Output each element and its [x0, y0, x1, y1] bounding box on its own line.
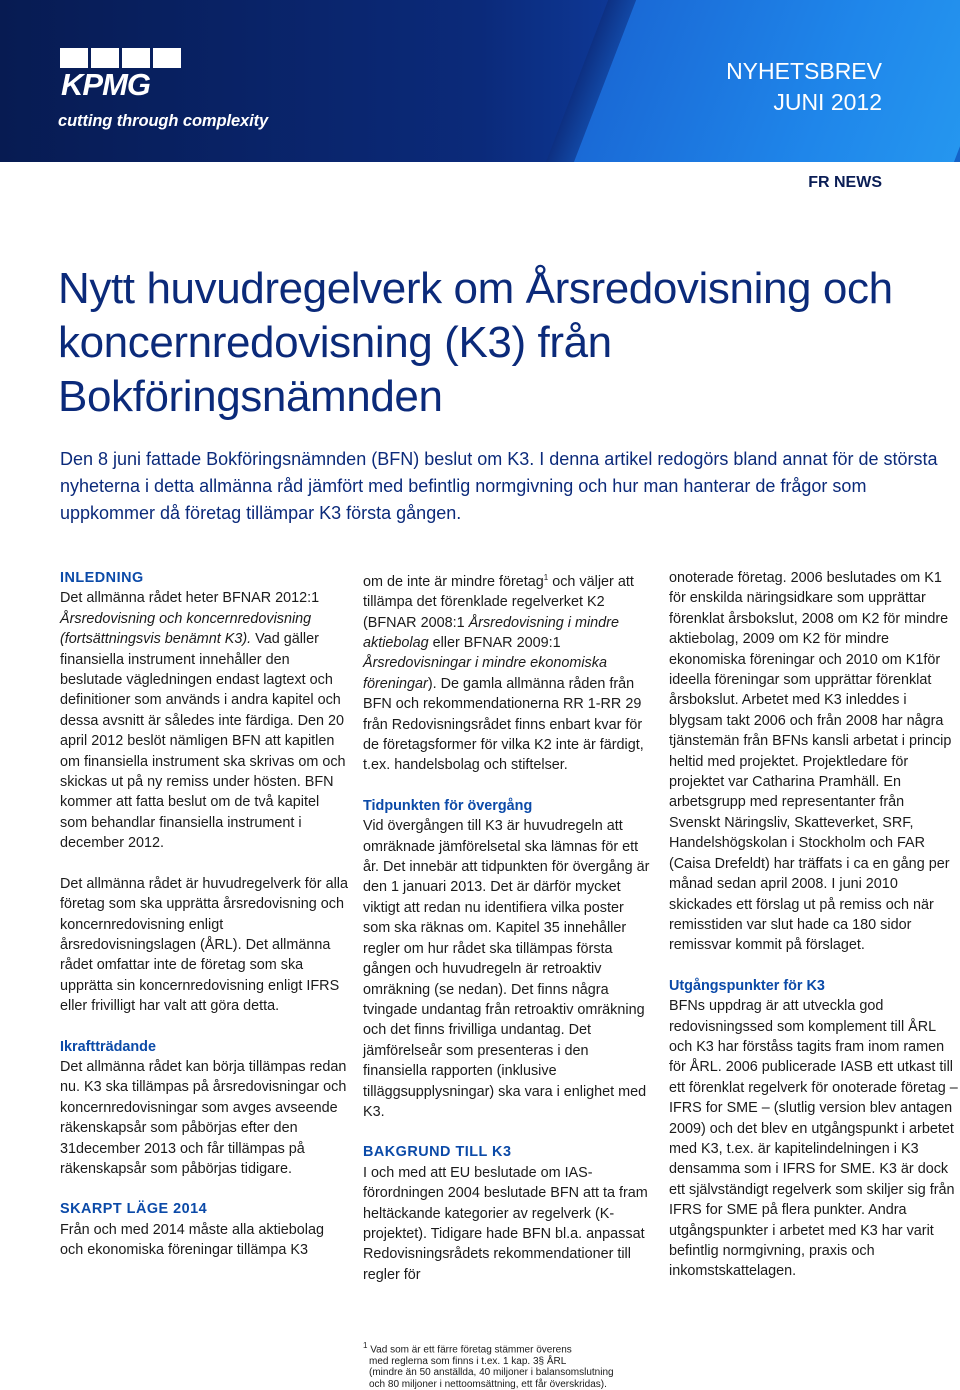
article-lead: Den 8 juni fattade Bokföringsnämnden (BFN) beslut om K3. I denna artikel redogörs bland annat för de största nyheterna i detta allmänna råd jämfört med befintlig normgivning och hur man hanterar de frågor som uppkommer då företag tillämpar K3 första gången. [60, 449, 938, 523]
footnote [363, 1340, 653, 1390]
tagline: cutting through complexity [58, 112, 269, 130]
paragraph-utgangspunkter: BFNs uppdrag är att utveckla god redovisningssed som komplement till ÅRL och K3 har förståss tagits fram inom ramen för ÅRL. 2006 publicerade IASB ett utkast till ett förenklat regelverk för onoterade företag – IFRS for SME – (slutlig version blev antagen 2009) och det blev en utgångspunkt i arbetet med K3, t.ex. är kapitelindelningen i K3 densamma som i IFRS for SME. K3 är dock ett självständigt regelverk som skiljer sig från IFRS for SME på flera punkter. Andra utgångspunkter i arbetet med K3 har varit befintlig normgivning, praxis och inkomstskattelagen. [669, 998, 958, 1280]
footnote-line-1: $^1$ Vad som är ett färre företag stämmer överens [363, 1341, 572, 1356]
article-title: Nytt huvudregelverk om Årsredovisning och koncernredovisning (K3) från Bokföringsnämnden [58, 264, 893, 421]
section-tidpunkten [363, 796, 653, 1123]
heading-utgangspunkter: Utgångspunkter för K3 [669, 977, 825, 994]
issue-label [726, 56, 882, 118]
paragraph-inledning-1: Det allmänna rådet heter BFNAR 2012:1 Årsredovisning och koncernredovisning (fortsättningsvis benämnt K3). Vad gäller finansiella instrument innehåller den beslutade vägledningen endast lagtext och definitioner som används i andra kapitel och dessa avsnitt är således inte färdiga. Den 20 april 2012 beslöt nämligen BFN att kapitlen om finansiella instrument ska skrivas om och skickas ut på ny remiss under hösten. BFN kommer att fatta beslut om de två kapitel som behandlar finansiella instrument i december 2012. [60, 590, 346, 852]
section-utgangspunkter [669, 976, 959, 1282]
paragraph-continuation-3: onoterade företag. 2006 beslutades om K1 för enskilda näringsidkare som upprättar förenklat årsbokslut, 2008 om K2 för mindre aktiebolag, 2009 om K2 för mindre ekonomiska föreningar och 2010 om K1för ideella föreningar som upprättar förenklat årsbokslut. Arbetet med K3 inleddes i blygsam takt 2006 och från 2008 har några tjänstemän från BFNs kansli arbetat i princip heltid med projektet. Projektledare för projektet var Catharina Pramhäll. En arbetsgrupp med representanter från Svenskt Näringsliv, Skatteverket, SRF, Handelshögskolan i Stockholm och FAR (Caisa Drefeldt) har träffats i ca en gång per månad sedan april 2008. I juni 2010 skickades ett förslag ut på remiss och när remisstiden var slut hade ca 180 sidor remissvar kommit på förslaget. [669, 570, 952, 954]
section-continuation-3 [669, 568, 959, 956]
heading-inledning: INLEDNING [60, 570, 144, 586]
section-skarpt-lage [60, 1199, 350, 1260]
header-banner [0, 0, 960, 162]
paragraph-tidpunkten: Vid övergången till K3 är huvudregeln att omräknade jämförelsetal ska lämnas för ett år. Det innebär att tidpunkten för övergång är den 1 januari 2013. Det är därför mycket viktigt att redan nu identifiera vilka poster som ska räknas om. Kapitel 35 innehåller regler om hur rådet ska tillämpas första gången och huvudregeln är retroaktiv omräkning (se nedan). Det finns några tvingade undantag från retroaktiv omräkning och det finns frivilliga undantag. Det jämförelseår som presenteras i den finansiella rapporten (inklusive tilläggsupplysningar) ska vara i enlighet med K3. [363, 818, 650, 1120]
column-1 [60, 568, 350, 1281]
issue-line-date: JUNI 2012 [773, 89, 882, 115]
section-ikrafttradande [60, 1037, 350, 1180]
issue-line-newsletter: NYHETSBREV [726, 58, 882, 84]
paragraph-ikrafttradande: Det allmänna rådet kan börja tillämpas redan nu. K3 ska tillämpas på årsredovisningar och koncernredovisningar som avges avseende räkenskapsår som påbörjas efter den 31december 2013 och får tillämpas på räkenskapsår som påbörjas tidigare. [60, 1058, 347, 1177]
heading-skarpt-lage: SKARPT LÄGE 2014 [60, 1201, 208, 1218]
footnote-line-3: (mindre än 50 anställda, 40 miljoner i balansomslutning [369, 1367, 614, 1379]
heading-tidpunkten: Tidpunkten för övergång [363, 797, 533, 814]
paragraph-continuation: om de inte är mindre företag$^1$ och väljer att tillämpa det förenklade regelverket K2 (BFNAR 2008:1 Årsredovisning i mindre aktiebolag eller BFNAR 2009:1 Årsredovisningar i mindre ekonomiska föreningar). De gamla allmänna råden från BFN och rekommendationerna RR 1-RR 29 från Redovisningsrådet finns enbart kvar för de företagsformer för vilka K2 inte är färdigt, t.ex. handelsbolag och stiftelser. [363, 573, 644, 774]
heading-ikrafttradande: Ikraftträdande [60, 1038, 156, 1055]
footnote-line-4: och 80 miljoner i nettoomsättning, ett får överskridas). [369, 1378, 607, 1390]
heading-bakgrund: BAKGRUND TILL K3 [363, 1144, 512, 1161]
section-label: FR NEWS [808, 174, 882, 191]
section-inledning [60, 568, 350, 1017]
footnote-line-2: med reglerna som finns i t.ex. 1 kap. 3§ ÅRL [369, 1355, 567, 1367]
column-3 [669, 568, 959, 1302]
paragraph-skarpt-lage: Från och med 2014 måste alla aktiebolag och ekonomiska föreningar tillämpa K3 [60, 1221, 324, 1259]
section-bakgrund [363, 1142, 653, 1285]
paragraph-inledning-2: Det allmänna rådet är huvudregelverk för alla företag som ska upprätta årsredovisning och koncernredovisning enligt årsredovisningslagen (ÅRL). Det allmänna rådet omfattar inte de företag som ska upprätta sin koncernredovisning enligt IFRS eller frivilligt har valt att göra detta. [60, 875, 348, 1015]
column-2 [363, 568, 653, 1305]
section-continuation [363, 568, 653, 776]
kpmg-logo [60, 48, 185, 98]
paragraph-bakgrund: I och med att EU beslutade om IAS-förordningen 2004 beslutade BFN att ta fram heltäckande kategorier av regelverk (K-projektet). Tidigare hade BFN bl.a. anpassat Redovisningsrådets rekommendationer till regler för [363, 1164, 648, 1283]
logo-text: KPMG [61, 67, 150, 98]
footnote-marker: 1 [543, 573, 549, 582]
